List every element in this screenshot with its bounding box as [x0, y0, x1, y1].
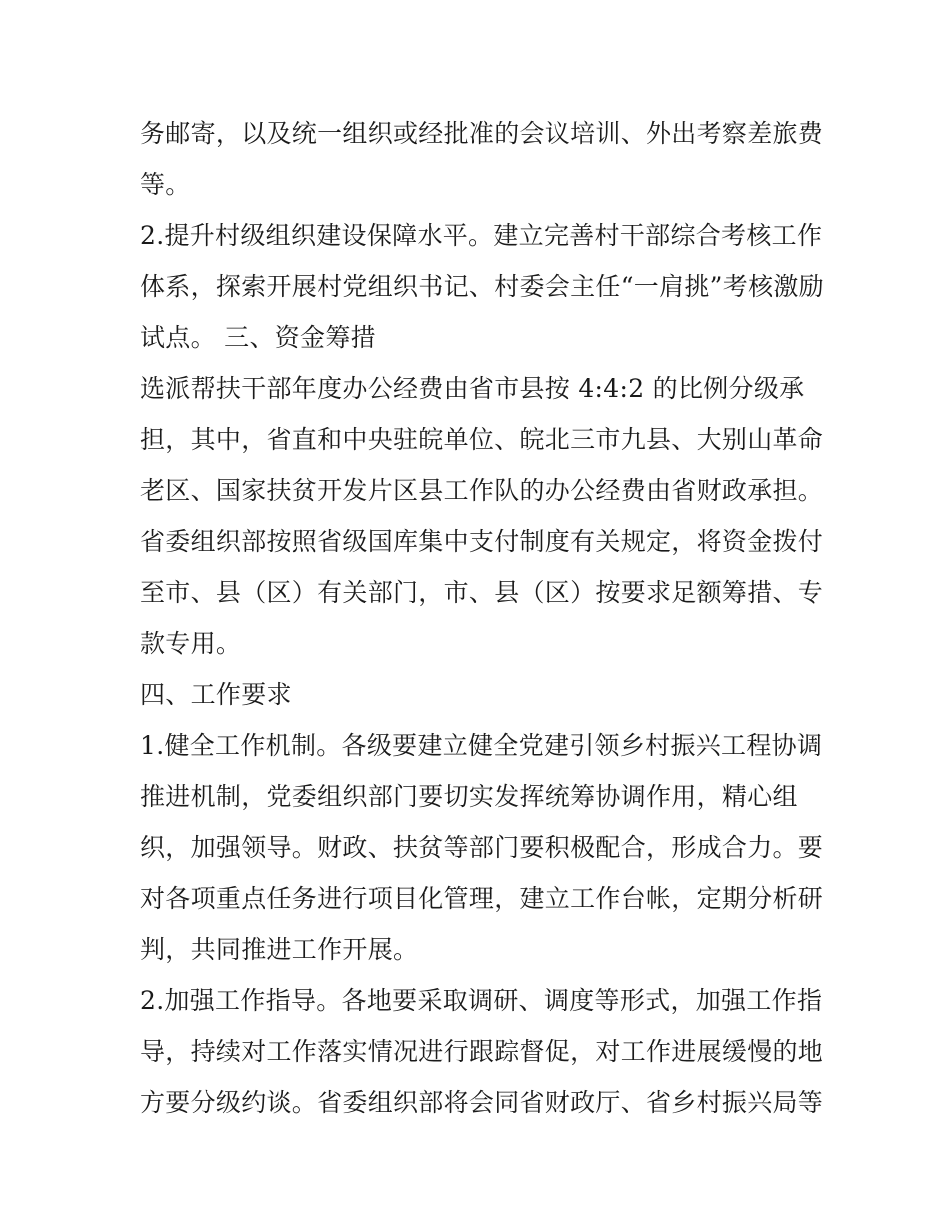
text-line: 对各项重点任务进行项目化管理，建立工作台帐，定期分析研 [140, 884, 824, 913]
text-line: 老区、国家扶贫开发片区县工作队的办公经费由省财政承担。 [140, 476, 824, 505]
text-line: 导，持续对工作落实情况进行跟踪督促，对工作进展缓慢的地 [140, 1037, 824, 1066]
text-line: 至市、县（区）有关部门，市、县（区）按要求足额筹措、专 [140, 578, 824, 607]
text-line: 务邮寄，以及统一组织或经批准的会议培训、外出考察差旅费 [140, 119, 824, 148]
section-heading: 四、工作要求 [140, 680, 292, 709]
text-line: 2.加强工作指导。各地要采取调研、调度等形式，加强工作指 [140, 986, 823, 1015]
text-line: 2.提升村级组织建设保障水平。建立完善村干部综合考核工作 [140, 221, 823, 250]
text-line: 体系，探索开展村党组织书记、村委会主任“一肩挑”考核激励 [140, 272, 824, 301]
text-line: 判，共同推进工作开展。 [140, 935, 419, 964]
text-line: 担，其中，省直和中央驻皖单位、皖北三市九县、大别山革命 [140, 425, 824, 454]
text-line: 省委组织部按照省级国库集中支付制度有关规定，将资金拨付 [140, 527, 824, 556]
text-line: 款专用。 [140, 629, 242, 658]
text-line: 试点。 三、资金筹措 [140, 323, 376, 352]
text-line: 选派帮扶干部年度办公经费由省市县按 4:4:2 的比例分级承 [140, 374, 805, 403]
text-line: 1.健全工作机制。各级要建立健全党建引领乡村振兴工程协调 [140, 731, 823, 760]
text-line: 等。 [140, 170, 191, 199]
text-line: 织，加强领导。财政、扶贫等部门要积极配合，形成合力。要 [140, 833, 824, 862]
text-line: 推进机制，党委组织部门要切实发挥统筹协调作用，精心组 [140, 782, 798, 811]
text-line: 方要分级约谈。省委组织部将会同省财政厅、省乡村振兴局等 [140, 1088, 824, 1117]
document-body [140, 108, 824, 1128]
